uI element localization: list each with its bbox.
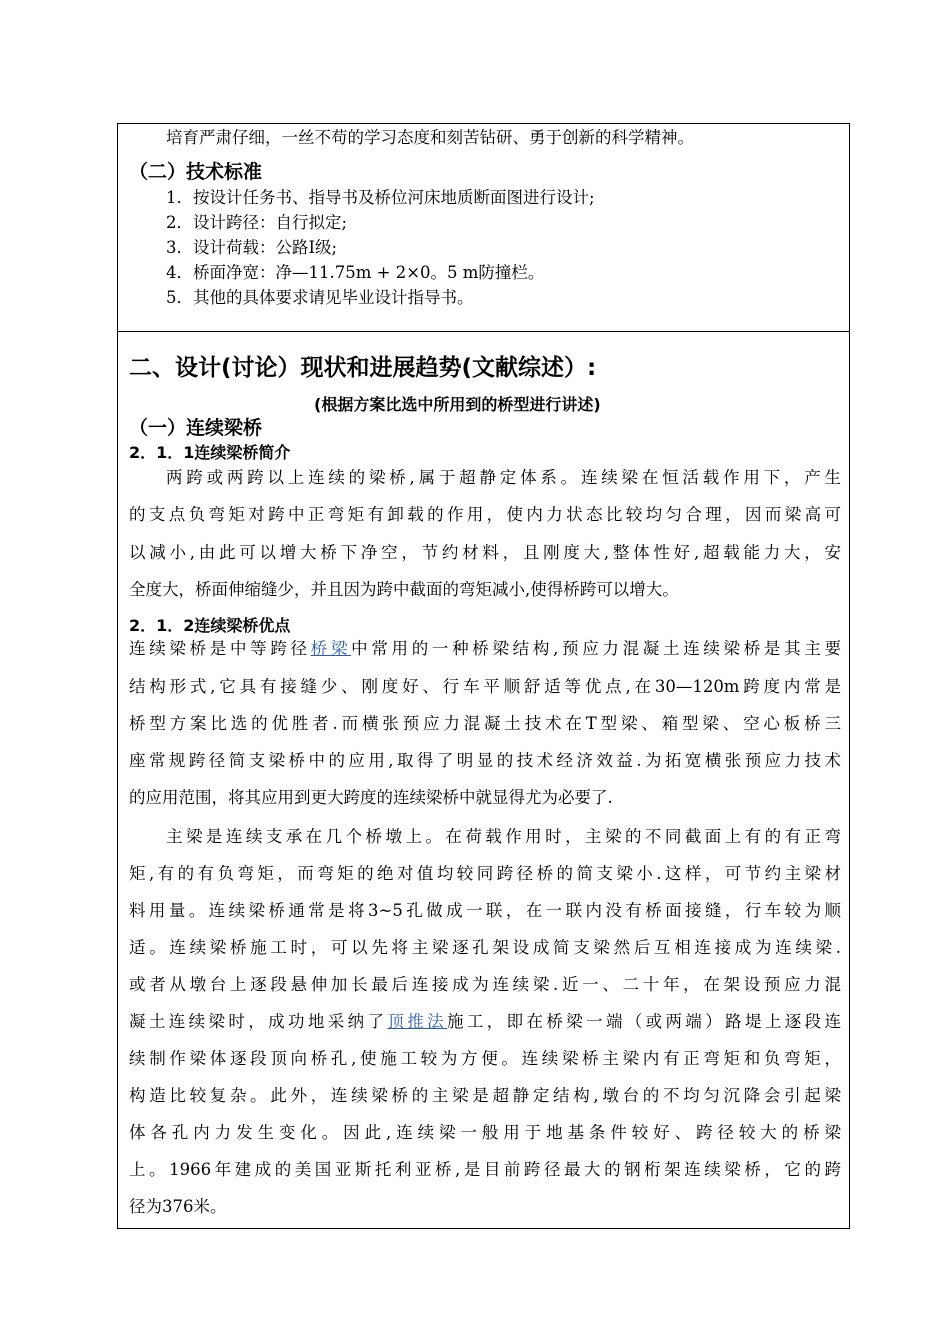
jacking-method-link[interactable]: 顶推法: [387, 1012, 447, 1031]
paragraph-line: 构造比较复杂。此外，连续梁桥的主梁是超静定结构,墩台的不均匀沉降会引起梁: [129, 1086, 841, 1105]
paragraph-line: 或者从墩台上逐段悬伸加长最后连接成为连续梁.近一、二十年，在架设预应力混: [129, 975, 841, 994]
paragraph-line: 适。连续梁桥施工时，可以先将主梁逐孔架设成简支梁然后互相连接成为连续梁.: [129, 938, 841, 957]
paragraph-line: 续制作梁体逐段顶向桥孔,使施工较为方便。连续梁桥主梁内有正弯矩和负弯矩，: [129, 1049, 841, 1068]
section-title-2-1-1: 2．1．1连续梁桥简介: [129, 443, 291, 462]
paragraph-line-with-link: [129, 639, 841, 659]
sub-title-continuous-beam: （一）连续梁桥: [129, 417, 263, 439]
document-table: [117, 123, 850, 1229]
bridge-link[interactable]: 桥梁: [310, 639, 352, 658]
literature-review-cell: [118, 332, 849, 1228]
intro-line: 培育严肃仔细，一丝不苟的学习态度和刻苦钻研、勇于创新的科学精神。: [166, 128, 694, 147]
paragraph-line: 以减小,由此可以增大桥下净空，节约材料，且刚度大,整体性好,超载能力大，安: [129, 543, 841, 562]
paragraph-line: 料用量。连续梁桥通常是将3~5孔做成一联，在一联内没有桥面接缝，行车较为顺: [129, 901, 841, 920]
paragraph-line: 体各孔内力发生变化。因此,连续梁一般用于地基条件较好、跨径较大的桥梁: [129, 1123, 841, 1142]
paragraph-line: 径为376米。: [129, 1197, 227, 1216]
text-segment: 中常用的一种桥梁结构,预应力混凝土连续梁桥是其主要: [351, 639, 842, 658]
note-line: (根据方案比选中所用到的桥型进行讲述): [314, 395, 601, 414]
paragraph-line: 两跨或两跨以上连续的梁桥,属于超静定体系。连续梁在恒活载作用下，产生: [166, 468, 841, 487]
paragraph-line: 全度大，桥面伸缩缝少，并且因为跨中截面的弯矩减小,使得桥跨可以增大。: [129, 580, 679, 599]
paragraph-line: 的支点负弯矩对跨中正弯矩有卸载的作用，使内力状态比较均匀合理，因而梁高可: [129, 505, 841, 524]
standard-item: 4．桥面净宽：净—11.75m + 2×0。5 m防撞栏。: [166, 263, 545, 282]
text-segment: 连续梁桥是中等跨径: [129, 639, 311, 658]
standard-item: 1．按设计任务书、指导书及桥位河床地质断面图进行设计;: [166, 188, 595, 207]
section-title-tech-standard: （二）技术标准: [129, 161, 263, 183]
paragraph-line: 桥型方案比选的优胜者.而横张预应力混凝土技术在T型梁、箱型梁、空心板桥三: [129, 714, 841, 733]
text-segment: 凝土连续梁时，成功地采纳了: [129, 1012, 388, 1031]
paragraph-line: 矩,有的有负弯矩，而弯矩的绝对值均较同跨径桥的简支梁小.这样，可节约主梁材: [129, 864, 841, 883]
paragraph-line-with-link: [129, 1012, 841, 1032]
section-title-2-1-2: 2．1．2连续梁桥优点: [129, 616, 291, 635]
paragraph-line: 上。1966年建成的美国亚斯托利亚桥,是目前跨径最大的钢桁架连续梁桥，它的跨: [129, 1160, 841, 1179]
standard-item: 2．设计跨径：自行拟定;: [166, 213, 348, 232]
technical-standard-cell: [118, 124, 849, 332]
paragraph-line: 座常规跨径简支梁桥中的应用,取得了明显的技术经济效益.为拓宽横张预应力技术: [129, 751, 841, 770]
paragraph-line: 的应用范围，将其应用到更大跨度的连续梁桥中就显得尤为必要了.: [129, 788, 613, 807]
standard-item: 5．其他的具体要求请见毕业设计指导书。: [166, 288, 474, 307]
main-title: 二、设计(讨论）现状和进展趋势(文献综述）:: [129, 355, 597, 381]
paragraph-line: 主梁是连续支承在几个桥墩上。在荷载作用时，主梁的不同截面上有的有正弯: [166, 827, 841, 846]
paragraph-line: 结构形式,它具有接缝少、刚度好、行车平顺舒适等优点,在30—120m跨度内常是: [129, 677, 841, 696]
text-segment: 施工，即在桥梁一端（或两端）路堤上逐段连: [446, 1012, 842, 1031]
standard-item: 3．设计荷载：公路Ⅰ级;: [166, 238, 338, 257]
